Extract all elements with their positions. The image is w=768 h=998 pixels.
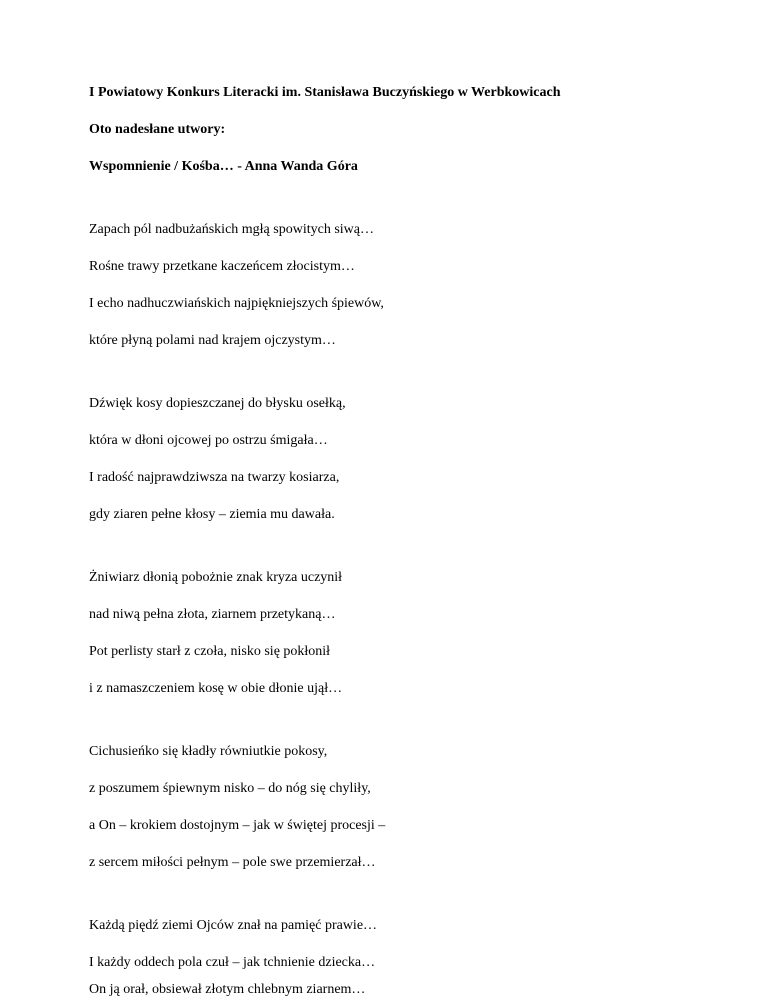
- intro-text: Oto nadesłane utwory:: [89, 122, 226, 137]
- poem-line: gdy ziaren pełne kłosy – ziemia mu dawała.: [89, 507, 335, 522]
- poem-line: a On – krokiem dostojnym – jak w świętej procesji –: [89, 818, 386, 833]
- poem-line: Dźwięk kosy dopieszczanej do błysku osełką,: [89, 396, 346, 411]
- poem-line: Każdą piędź ziemi Ojców znał na pamięć prawie…: [89, 918, 378, 933]
- poem-line: która w dłoni ojcowej po ostrzu śmigała…: [89, 433, 328, 448]
- poem-line: które płyną polami nad krajem ojczystym…: [89, 333, 336, 348]
- poem-line: Cichusieńko się kładły równiutkie pokosy,: [89, 744, 328, 759]
- poem-line: Żniwiarz dłonią pobożnie znak kryza uczynił: [89, 570, 343, 585]
- poem-line: I każdy oddech pola czuł – jak tchnienie dziecka…: [89, 955, 376, 970]
- poem-line: Pot perlisty starł z czoła, nisko się pokłonił: [89, 644, 331, 659]
- poem-line: Rośne trawy przetkane kaczeńcem złocistym…: [89, 259, 355, 274]
- poem-line: z poszumem śpiewnym nisko – do nóg się chyliły,: [89, 781, 371, 796]
- poem-line: nad niwą pełna złota, ziarnem przetykaną…: [89, 607, 336, 622]
- poem-line: I echo nadhuczwiańskich najpiękniejszych śpiewów,: [89, 296, 384, 311]
- poem-line: i z namaszczeniem kosę w obie dłonie ujął…: [89, 681, 343, 696]
- poem-line: I radość najprawdziwsza na twarzy kosiarza,: [89, 470, 340, 485]
- document-title: I Powiatowy Konkurs Literacki im. Stanisława Buczyńskiego w Werbkowicach: [89, 85, 561, 100]
- poem-line: Zapach pól nadbużańskich mgłą spowitych siwą…: [89, 222, 374, 237]
- poem-line: z sercem miłości pełnym – pole swe przemierzał…: [89, 855, 376, 870]
- poem-line: On ją orał, obsiewał złotym chlebnym ziarnem…: [89, 982, 366, 997]
- work-title: Wspomnienie / Kośba… - Anna Wanda Góra: [89, 159, 358, 174]
